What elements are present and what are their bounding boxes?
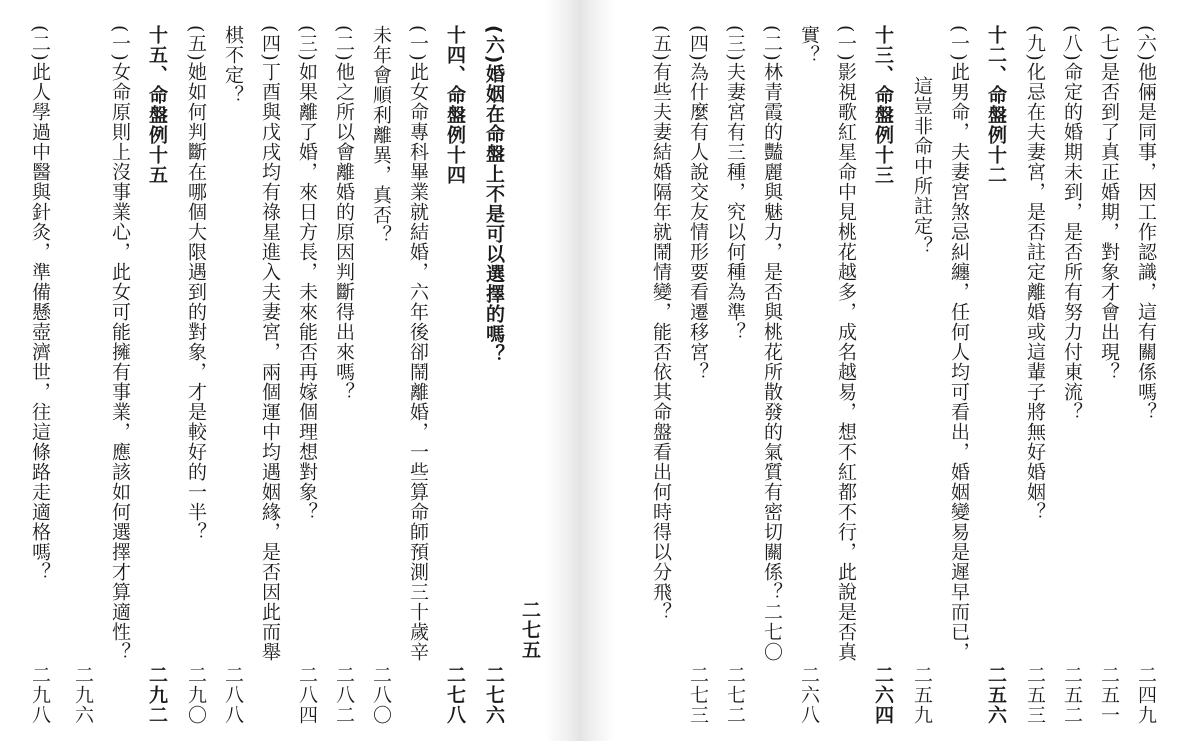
entry-title: 影視歌紅星命中見桃花越多，成名越易，想不紅都不行，此說是否真 bbox=[835, 61, 857, 662]
page-number-text: 二七五 bbox=[519, 600, 541, 660]
entry-marker: (五) bbox=[185, 25, 207, 62]
toc-entry[interactable] bbox=[719, 25, 751, 725]
entry-title: 此男命，夫妻宮煞忌糾纏，任何人均可看出，婚姻變易是遲早而已， bbox=[948, 61, 970, 662]
entry-marker: (九) bbox=[1024, 25, 1046, 62]
entry-page-number: 二六八 bbox=[798, 665, 820, 725]
entry-marker: (七) bbox=[1098, 25, 1120, 62]
entry-marker: (二) bbox=[761, 25, 783, 62]
entry-title: 棋不定？ bbox=[222, 25, 244, 105]
entry-marker: (二) bbox=[29, 25, 51, 62]
toc-section-heading[interactable] bbox=[141, 25, 173, 725]
entry-title: 十五、命盤例十五 bbox=[146, 25, 168, 185]
entry-page-number: 二九二 bbox=[146, 665, 168, 725]
toc-entry[interactable] bbox=[328, 25, 360, 725]
toc-entry[interactable] bbox=[1130, 25, 1162, 725]
entry-title: 化忌在夫妻宮，是否註定離婚或這輩子將無好婚姻？ bbox=[1024, 61, 1046, 522]
page-number bbox=[514, 600, 546, 720]
left-page bbox=[0, 0, 560, 741]
entry-title: 如果離了婚，來日方長，未來能否再嫁個理想對象？ bbox=[296, 61, 318, 522]
entry-title: 林青霞的豔麗與魅力，是否與桃花所散發的氣質有密切關係？ bbox=[761, 61, 783, 602]
entry-page-number: 二五一 bbox=[1098, 665, 1120, 725]
entry-page-number: 二六四 bbox=[872, 665, 894, 725]
entry-page-number: 二五六 bbox=[985, 665, 1007, 725]
toc-entry[interactable] bbox=[830, 25, 862, 725]
toc-section-heading[interactable] bbox=[867, 25, 899, 725]
entry-marker: (八) bbox=[1061, 25, 1083, 62]
entry-title: 此人學過中醫與針灸，準備懸壺濟世，往這條路走適格嗎？ bbox=[29, 61, 51, 582]
entry-title: 夫妻宮有三種，究以何種為準？ bbox=[724, 61, 746, 342]
entry-marker: (四) bbox=[259, 25, 281, 62]
entry-title: 婚姻在命盤上不是可以選擇的嗎？ bbox=[483, 64, 505, 365]
entry-title: 這豈非命中所註定？ bbox=[911, 76, 933, 256]
entry-page-number: 二九八 bbox=[29, 665, 51, 725]
toc-entry-continuation[interactable] bbox=[365, 25, 397, 725]
toc-entry-continuation[interactable] bbox=[793, 25, 825, 725]
entry-title: 為什麼有人說交友情形要看遷移宮？ bbox=[687, 61, 709, 382]
entry-marker: (三) bbox=[296, 25, 318, 62]
entry-page-number: 二七三 bbox=[687, 665, 709, 725]
toc-entry[interactable] bbox=[1019, 25, 1051, 725]
entry-title: 她如何判斷在哪個大限遇到的對象，才是較好的一半？ bbox=[185, 61, 207, 542]
toc-entry[interactable] bbox=[402, 25, 434, 725]
entry-title: 女命原則上沒事業心，此女可能擁有事業，應該如何選擇才算適性？ bbox=[109, 61, 131, 662]
entry-marker: (六) bbox=[483, 25, 505, 65]
entry-page-number: 二七八 bbox=[444, 665, 466, 725]
toc-entry[interactable] bbox=[645, 25, 677, 725]
toc-entry[interactable] bbox=[682, 25, 714, 725]
entry-page-number: 二八〇 bbox=[370, 665, 392, 725]
entry-page-number: 二五九 bbox=[911, 665, 933, 725]
entry-title: 十四、命盤例十四 bbox=[444, 25, 466, 185]
entry-title: 是否到了真正婚期，對象才會出現？ bbox=[1098, 61, 1120, 382]
entry-page-number: 二九〇 bbox=[185, 665, 207, 725]
entry-title: 命定的婚期未到，是否所有努力付東流？ bbox=[1061, 61, 1083, 422]
entry-page-number: 二五二 bbox=[1061, 665, 1083, 725]
entry-title: 丁酉與戊戌均有祿星進入夫妻宮，兩個運中均遇姻緣，是否因此而舉 bbox=[259, 61, 281, 662]
entry-marker: (四) bbox=[687, 25, 709, 62]
toc-entry[interactable] bbox=[756, 25, 788, 725]
entry-marker: (一) bbox=[407, 25, 429, 62]
entry-page-number: 二九六 bbox=[72, 665, 94, 725]
toc-entry[interactable] bbox=[291, 25, 323, 725]
entry-marker: (五) bbox=[650, 25, 672, 62]
entry-marker: (一) bbox=[835, 25, 857, 62]
entry-title: 他倆是同事，因工作認識，這有關係嗎？ bbox=[1135, 61, 1157, 422]
toc-entry[interactable] bbox=[104, 25, 136, 725]
toc-entry[interactable] bbox=[1056, 25, 1088, 725]
entry-page-number: 二八八 bbox=[222, 665, 244, 725]
toc-entry-continuation[interactable] bbox=[906, 76, 938, 725]
entry-page-number: 二八四 bbox=[296, 665, 318, 725]
entry-title: 有些夫妻結婚隔年就鬧情變，能否依其命盤看出何時得以分飛？ bbox=[650, 61, 672, 622]
entry-page-number: 二七六 bbox=[483, 665, 505, 725]
toc-entry[interactable] bbox=[1093, 25, 1125, 725]
toc-entry[interactable] bbox=[180, 25, 212, 725]
entry-page-number: 二七二 bbox=[724, 665, 746, 725]
entry-page-number: 二四九 bbox=[1135, 665, 1157, 725]
toc-entry[interactable] bbox=[254, 25, 286, 725]
toc-entry-continuation[interactable] bbox=[217, 25, 249, 725]
right-page bbox=[600, 0, 1185, 741]
toc-entry[interactable] bbox=[24, 25, 56, 725]
toc-entry-continuation[interactable] bbox=[67, 25, 99, 725]
entry-marker: (二) bbox=[333, 25, 355, 62]
entry-marker: (三) bbox=[724, 25, 746, 62]
toc-entry[interactable] bbox=[943, 25, 975, 725]
entry-page-number: 二七〇 bbox=[761, 601, 783, 662]
entry-marker: (一) bbox=[948, 25, 970, 62]
entry-title: 十三、命盤例十三 bbox=[872, 25, 894, 185]
entry-title: 實？ bbox=[798, 25, 820, 65]
entry-title: 他之所以會離婚的原因判斷得出來嗎？ bbox=[333, 61, 355, 402]
entry-page-number: 二八二 bbox=[333, 665, 355, 725]
entry-marker: (一) bbox=[109, 25, 131, 62]
entry-page-number: 二五三 bbox=[1024, 665, 1046, 725]
entry-title: 此女命專科畢業就結婚，六年後卻鬧離婚，一些算命師預測三十歲辛 bbox=[407, 61, 429, 662]
toc-section-heading[interactable] bbox=[439, 25, 471, 725]
toc-entry[interactable] bbox=[478, 25, 510, 725]
entry-marker: (六) bbox=[1135, 25, 1157, 62]
toc-section-heading[interactable] bbox=[980, 25, 1012, 725]
entry-title: 未年會順利離異，真否？ bbox=[370, 25, 392, 245]
entry-title: 十二、命盤例十二 bbox=[985, 25, 1007, 185]
